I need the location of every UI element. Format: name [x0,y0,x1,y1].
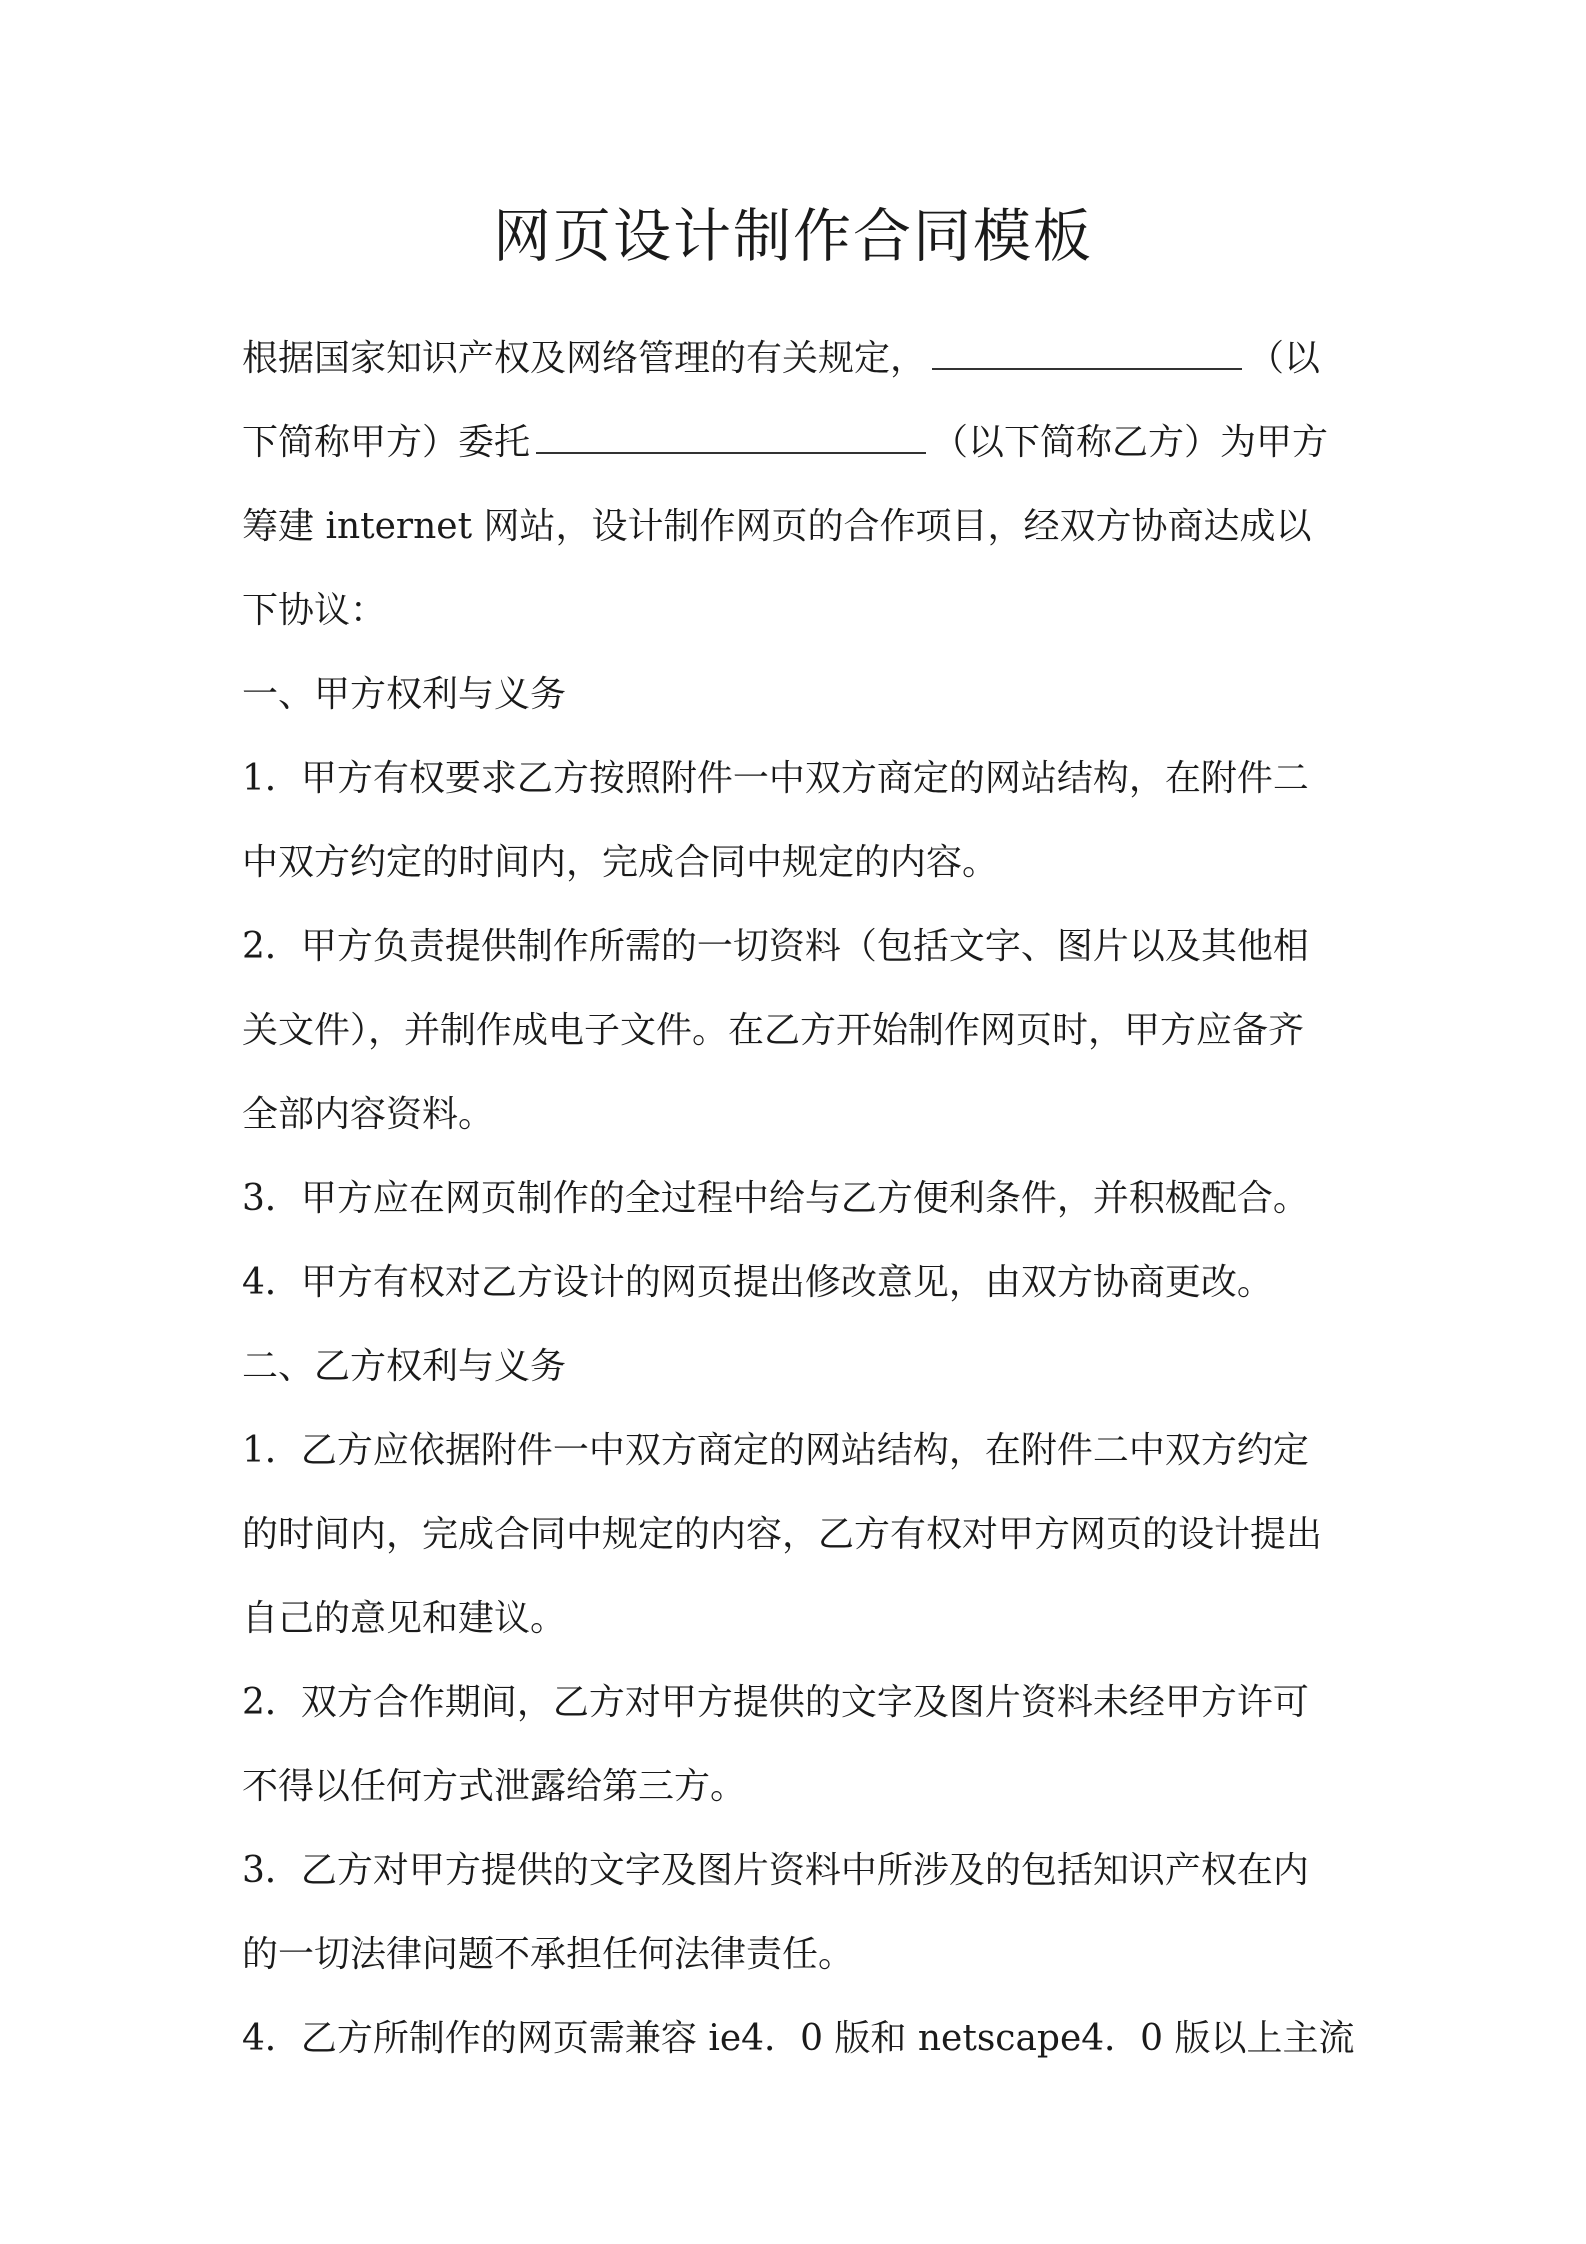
intro-line-2-end: （以下简称乙方）为甲方 [932,422,1329,463]
section-2-item-1-line-3: 自己的意见和建议。 [242,1598,567,1639]
section-2-item-2-line-2: 不得以任何方式泄露给第三方。 [242,1766,747,1807]
party-b-blank[interactable] [536,420,926,454]
section-2-item-4-line-1: 4．乙方所制作的网页需兼容 ie4．0 版和 netscape4．0 版以上主流 [242,2018,1355,2059]
section-2-item-2-line-1: 2．双方合作期间，乙方对甲方提供的文字及图片资料未经甲方许可 [242,1682,1309,1723]
section-1-item-4: 4．甲方有权对乙方设计的网页提出修改意见，由双方协商更改。 [242,1262,1273,1303]
section-1-item-3: 3．甲方应在网页制作的全过程中给与乙方便利条件，并积极配合。 [242,1178,1309,1219]
section-2-item-3-line-1: 3．乙方对甲方提供的文字及图片资料中所涉及的包括知识产权在内 [242,1850,1309,1891]
party-a-blank[interactable] [932,336,1242,370]
section-1-item-2-line-2: 关文件），并制作成电子文件。在乙方开始制作网页时，甲方应备齐 [242,1010,1305,1051]
section-1-item-2-line-3: 全部内容资料。 [242,1094,495,1135]
intro-line-1-end: （以 [1248,338,1321,379]
section-2-item-3-line-2: 的一切法律问题不承担任何法律责任。 [242,1934,855,1975]
section-2-item-1-line-2: 的时间内，完成合同中规定的内容，乙方有权对甲方网页的设计提出 [242,1514,1323,1555]
intro-line-2-start: 下简称甲方）委托 [242,422,531,463]
section-1-item-1-line-1: 1．甲方有权要求乙方按照附件一中双方商定的网站结构，在附件二 [242,758,1309,799]
intro-line-2 [242,418,1328,468]
intro-line-1-text: 根据国家知识产权及网络管理的有关规定， [242,338,927,379]
section-2-heading: 二、乙方权利与义务 [242,1346,567,1387]
section-2-item-1-line-1: 1．乙方应依据附件一中双方商定的网站结构，在附件二中双方约定 [242,1430,1309,1471]
intro-line-3: 筹建 internet 网站，设计制作网页的合作项目，经双方协商达成以 [242,506,1312,547]
intro-line-1 [242,334,1320,384]
section-1-item-1-line-2: 中双方约定的时间内，完成合同中规定的内容。 [242,842,999,883]
document-title: 网页设计制作合同模板 [492,202,1093,270]
section-1-item-2-line-1: 2．甲方负责提供制作所需的一切资料（包括文字、图片以及其他相 [242,926,1309,967]
intro-line-4: 下协议： [242,590,387,631]
section-1-heading: 一、甲方权利与义务 [242,674,567,715]
